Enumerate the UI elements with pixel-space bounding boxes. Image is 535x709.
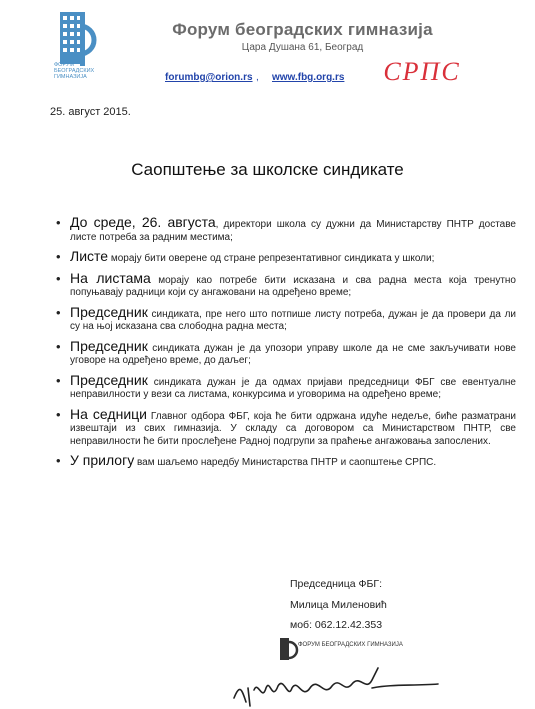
logo-caption: ФОРУМ БЕОГРАДСКИХ ГИМНАЗИЈА [54, 62, 95, 80]
srps-logo [375, 54, 470, 88]
item-lead: До среде, 26. августа [70, 214, 216, 230]
link-separator: , [256, 72, 259, 83]
item-text: Главног одбора ФБГ, која ће бити одржана идуће недеље, биће разматрани извештаји из свих гимназија. У складу са договором са Министарством ПНТР, све неправилности ће бити прослеђене Радној подгрупи за праћење ангажовања запослених. [70, 410, 517, 447]
stamp-text: ФОРУМ БЕОГРАДСКИХ ГИМНАЗИЈА [298, 642, 403, 648]
signatory-role: Председница ФБГ: [290, 578, 383, 590]
list-item [56, 216, 516, 244]
document-date: 25. август 2015. [50, 106, 131, 118]
item-lead: Председник [70, 337, 148, 354]
item-lead: У прилогу [70, 452, 135, 468]
signatory-phone: моб: 062.12.42.353 [290, 619, 383, 631]
organization-address: Цара Душана 61, Београд [241, 42, 364, 53]
srps-logo-text: СРПС [383, 57, 461, 86]
signatory-name: Милица Миленовић [290, 599, 387, 611]
item-lead: На седници [70, 405, 147, 422]
list-item [56, 250, 516, 266]
item-text: синдиката дужан је да упозори управу школе да не сме закључивати нове уговоре на одређено време, до даљег; [70, 342, 516, 366]
list-item [56, 337, 516, 368]
announcement-list [56, 216, 516, 476]
item-lead: На листама [70, 269, 151, 286]
list-item [56, 303, 516, 334]
stamp-logo-icon [280, 638, 297, 660]
document-title: Саопштење за школске синдикате [131, 160, 404, 179]
item-text: морају као потребе бити исказана и сва радна места која тренутно попуњавају радници који су ангажовани на одређено време; [70, 274, 516, 298]
signature-stroke [234, 668, 438, 706]
item-text: морају бити оверене од стране репрезентативног синдиката у школи; [108, 253, 435, 264]
item-text: синдиката дужан је да одмах пријави председници ФБГ све евентуалне неправилности у вези са листама, конкурсима и уговорима на одређено време; [70, 376, 516, 400]
item-text: , директори школа су дужни да Министарству ПНТР доставе листе потреба за радним местима; [70, 219, 516, 243]
item-text: синдиката, пре него што потпише листу потреба, дужан је да провери да ли су на њој исказана сва слободна радна места; [70, 308, 516, 332]
email-link[interactable]: forumbg@orion.rs [165, 72, 253, 83]
item-text: вам шаљемо наредбу Министарства ПНТР и саопштење СРПС. [134, 457, 437, 468]
list-item [56, 405, 517, 449]
website-link[interactable]: www.fbg.org.rs [272, 72, 345, 83]
organization-name: Форум београдских гимназија [172, 20, 433, 39]
stamp-and-signature [232, 628, 442, 709]
list-item [56, 454, 516, 470]
item-lead: Председник [70, 303, 148, 320]
item-lead: Листе [70, 248, 109, 264]
item-lead: Председник [70, 371, 148, 388]
list-item [56, 371, 516, 402]
list-item [56, 269, 516, 300]
